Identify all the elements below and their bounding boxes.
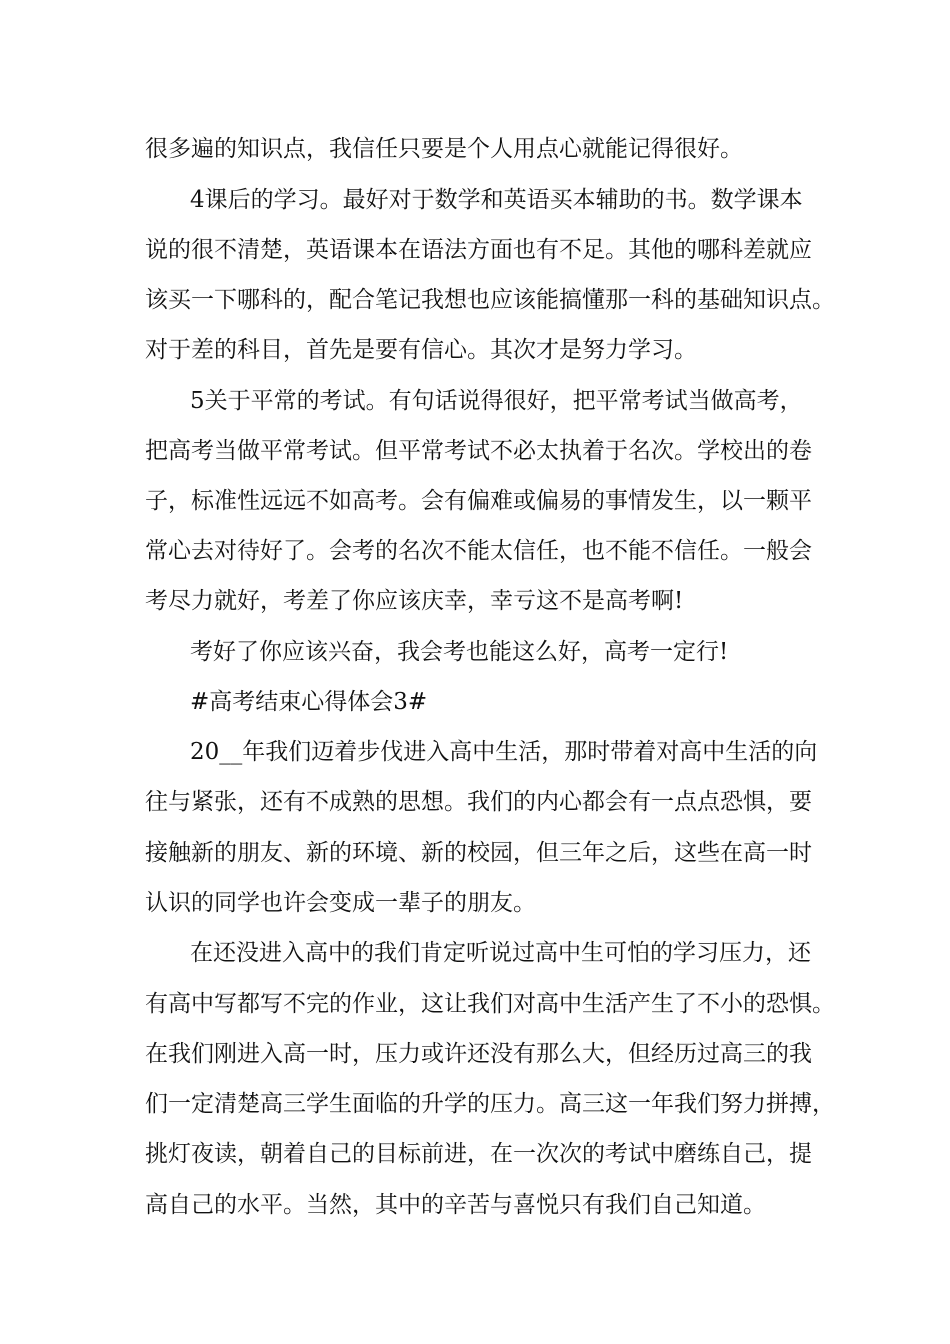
text-line: 把高考当做平常考试。但平常考试不必太执着于名次。学校出的卷 (145, 438, 812, 464)
text-line: 有高中写都写不完的作业，这让我们对高中生活产生了不小的恐惧。 (145, 991, 835, 1017)
text-line: 认识的同学也许会变成一辈子的朋友。 (145, 890, 536, 916)
text-line: 挑灯夜读，朝着自己的目标前进，在一次次的考试中磨练自己，提 (145, 1141, 812, 1167)
text-line: 5关于平常的考试。有句话说得很好，把平常考试当做高考， (190, 388, 803, 414)
text-line: 考好了你应该兴奋，我会考也能这么好，高考一定行! (190, 639, 729, 665)
text-line: 在我们刚进入高一时，压力或许还没有那么大，但经历过高三的我 (145, 1041, 812, 1067)
text-line: 高自己的水平。当然，其中的辛苦与喜悦只有我们自己知道。 (145, 1192, 766, 1218)
text-line: 对于差的科目，首先是要有信心。其次才是努力学习。 (145, 337, 697, 363)
text-line: 4课后的学习。最好对于数学和英语买本辅助的书。数学课本 (190, 187, 803, 213)
text-line: 常心去对待好了。会考的名次不能太信任，也不能不信任。一般会 (145, 538, 812, 564)
text-line: 往与紧张，还有不成熟的思想。我们的内心都会有一点点恐惧，要 (145, 789, 812, 815)
text-line: 在还没进入高中的我们肯定听说过高中生可怕的学习压力，还 (190, 940, 811, 966)
text-line: 20__年我们迈着步伐进入高中生活，那时带着对高中生活的向 (190, 739, 818, 765)
text-line: 很多遍的知识点，我信任只要是个人用点心就能记得很好。 (145, 136, 743, 162)
text-line: 们一定清楚高三学生面临的升学的压力。高三这一年我们努力拼搏， (145, 1091, 835, 1117)
text-line: 子，标准性远远不如高考。会有偏难或偏易的事情发生，以一颗平 (145, 488, 812, 514)
text-line: 考尽力就好，考差了你应该庆幸，幸亏这不是高考啊! (145, 588, 684, 614)
text-line: 说的很不清楚，英语课本在语法方面也有不足。其他的哪科差就应 (145, 237, 812, 263)
section-heading: #高考结束心得体会3# (190, 689, 428, 715)
text-line: 该买一下哪科的，配合笔记我想也应该能搞懂那一科的基础知识点。 (145, 287, 835, 313)
text-line: 接触新的朋友、新的环境、新的校园，但三年之后，这些在高一时 (145, 840, 812, 866)
